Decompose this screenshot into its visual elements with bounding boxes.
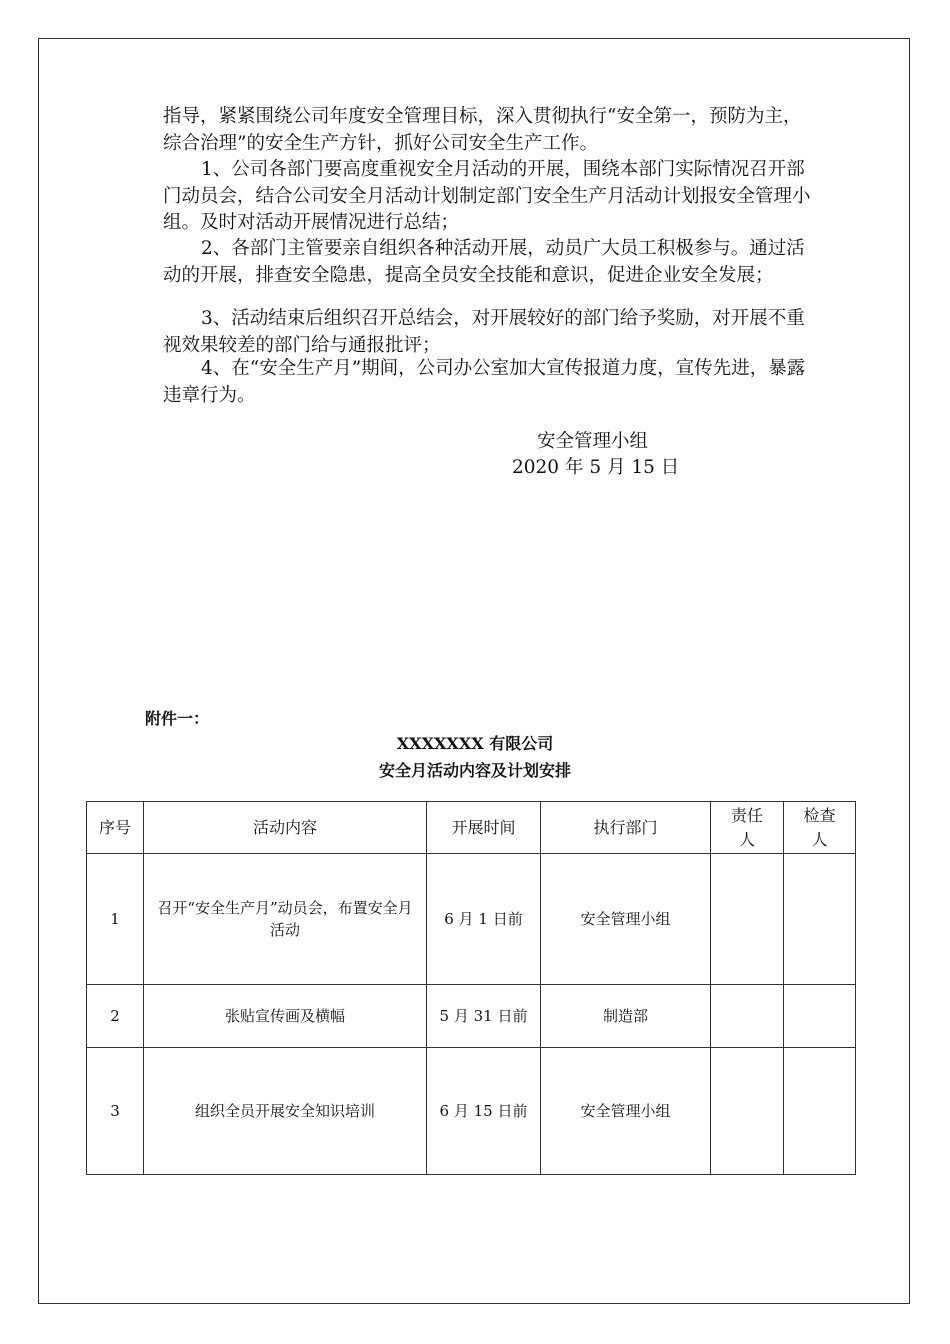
attachment-title: 安全月活动内容及计划安排 <box>378 761 571 780</box>
cell-time: 6 月 1 日前 <box>427 854 541 985</box>
cell-owner <box>711 854 784 985</box>
cell-owner <box>711 1048 784 1175</box>
paragraph-item-4: 4、在“安全生产月”期间，公司办公室加大宣传报道力度，宣传先进，暴露违章行为。 <box>163 358 806 406</box>
header-time: 开展时间 <box>427 802 541 854</box>
header-dept: 执行部门 <box>541 802 711 854</box>
cell-dept: 安全管理小组 <box>541 854 711 985</box>
cell-owner <box>711 985 784 1048</box>
signature-date: 2020 年 5 月 15 日 <box>512 457 680 478</box>
paragraph-item-1: 1、公司各部门要高度重视安全月活动的开展，围绕本部门实际情况召开部门动员会，结合公司安全月活动计划制定部门安全生产月活动计划报安全管理小组。及时对活动开展情况进行总结； <box>163 159 811 233</box>
cell-seq: 2 <box>87 985 144 1048</box>
cell-time: 5 月 31 日前 <box>427 985 541 1048</box>
cell-seq: 3 <box>87 1048 144 1175</box>
paragraph-intro: 指导，紧紧围绕公司年度安全管理目标，深入贯彻执行“安全第一，预防为主，综合治理”的安全生产方针，抓好公司安全生产工作。 <box>163 106 802 154</box>
cell-content: 组织全员开展安全知识培训 <box>144 1048 427 1175</box>
cell-dept: 安全管理小组 <box>541 1048 711 1175</box>
cell-checker <box>784 854 856 985</box>
table-header-row <box>87 802 856 854</box>
cell-time: 6 月 15 日前 <box>427 1048 541 1175</box>
cell-seq: 1 <box>87 854 144 985</box>
signature-org: 安全管理小组 <box>537 431 649 452</box>
table-row <box>87 854 856 985</box>
cell-checker <box>784 1048 856 1175</box>
header-seq: 序号 <box>87 802 144 854</box>
table-row <box>87 985 856 1048</box>
table-row <box>87 1048 856 1175</box>
cell-dept: 制造部 <box>541 985 711 1048</box>
cell-content: 召开“安全生产月”动员会，布置安全月活动 <box>144 854 427 985</box>
header-owner: 责任人 <box>711 802 784 854</box>
cell-checker <box>784 985 856 1048</box>
header-content: 活动内容 <box>144 802 427 854</box>
paragraph-item-3: 3、活动结束后组织召开总结会，对开展较好的部门给予奖励，对开展不重视效果较差的部门给与通报批评； <box>163 308 805 356</box>
activity-plan-table <box>86 801 856 1175</box>
attachment-company: XXXXXXX 有限公司 <box>396 734 554 753</box>
header-checker: 检查人 <box>784 802 856 854</box>
paragraph-item-2: 2、各部门主管要亲自组织各种活动开展，动员广大员工积极参与。通过活动的开展，排查安全隐患，提高全员安全技能和意识，促进企业安全发展； <box>163 238 805 286</box>
cell-content: 张贴宣传画及横幅 <box>144 985 427 1048</box>
attachment-label: 附件一： <box>145 709 210 728</box>
